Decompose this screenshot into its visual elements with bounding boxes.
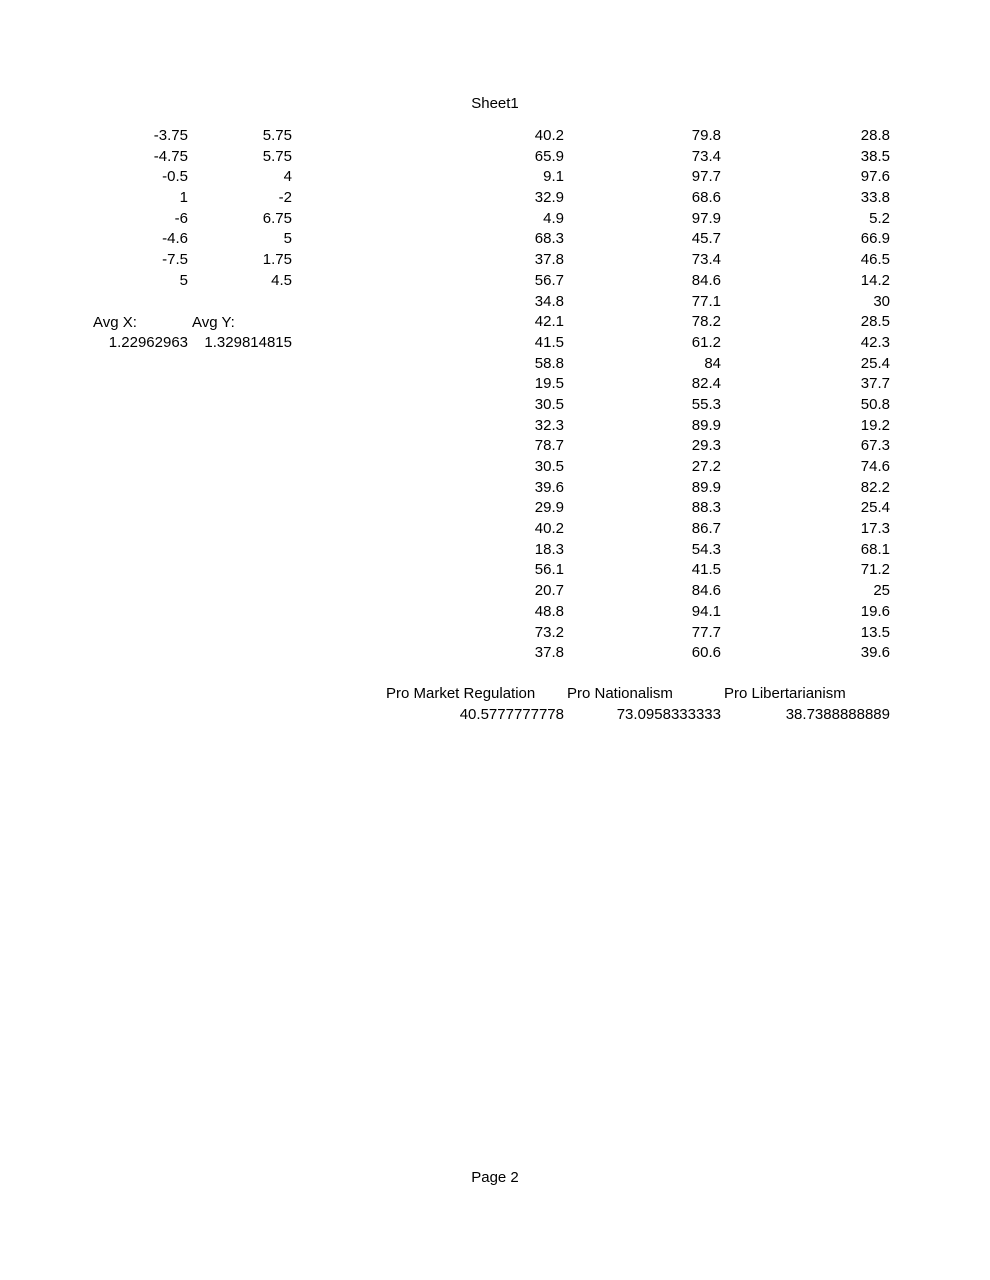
market-regulation-cell: 40.2 <box>534 127 564 144</box>
market-regulation-cell: 34.8 <box>534 292 564 310</box>
x-values-column <box>110 126 188 292</box>
nationalism-cell: 78.2 <box>691 313 721 331</box>
nationalism-cell: 86.7 <box>691 520 721 538</box>
sheet-title: Sheet1 <box>471 95 519 112</box>
summary-value-nationalism: 73.0958333333 <box>616 706 721 723</box>
market-regulation-cell: 65.9 <box>534 147 564 165</box>
libertarianism-cell: 14.2 <box>860 271 890 289</box>
nationalism-cell: 61.2 <box>691 333 721 351</box>
libertarianism-cell: 82.2 <box>860 478 890 496</box>
nationalism-cell: 97.7 <box>691 168 721 186</box>
nationalism-cell: 79.8 <box>691 127 721 144</box>
x-value-cell: -4.6 <box>162 230 188 248</box>
nationalism-cell: 77.1 <box>691 292 721 310</box>
x-value-cell: -6 <box>174 209 188 227</box>
market-regulation-cell: 56.7 <box>534 271 564 289</box>
libertarianism-cell: 39.6 <box>860 644 890 662</box>
market-regulation-cell: 39.6 <box>534 478 564 496</box>
market-regulation-cell: 20.7 <box>534 582 564 600</box>
y-values-column <box>210 126 292 292</box>
libertarianism-cell: 50.8 <box>860 395 890 413</box>
y-value-cell: 5 <box>283 230 292 248</box>
libertarianism-cell: 13.5 <box>860 623 890 641</box>
y-value-cell: 5.75 <box>262 127 292 144</box>
libertarianism-cell: 42.3 <box>860 333 890 351</box>
market-regulation-cell: 9.1 <box>543 168 564 186</box>
nationalism-cell: 55.3 <box>691 395 721 413</box>
market-regulation-cell: 58.8 <box>534 354 564 372</box>
libertarianism-cell: 66.9 <box>860 230 890 248</box>
libertarianism-cell: 17.3 <box>860 520 890 538</box>
market-regulation-cell: 30.5 <box>534 395 564 413</box>
x-value-cell: 5 <box>179 271 188 289</box>
libertarianism-cell: 28.8 <box>860 127 890 144</box>
avg-x-value: 1.22962963 <box>108 334 188 351</box>
market-regulation-cell: 68.3 <box>534 230 564 248</box>
nationalism-cell: 82.4 <box>691 375 721 393</box>
market-regulation-cell: 37.8 <box>534 644 564 662</box>
market-regulation-cell: 32.9 <box>534 189 564 207</box>
market-regulation-cell: 41.5 <box>534 333 564 351</box>
y-value-cell: 6.75 <box>262 209 292 227</box>
market-regulation-cell: 18.3 <box>534 540 564 558</box>
libertarianism-cell: 5.2 <box>869 209 890 227</box>
nationalism-cell: 68.6 <box>691 189 721 207</box>
market-regulation-cell: 19.5 <box>534 375 564 393</box>
libertarianism-cell: 71.2 <box>860 561 890 579</box>
nationalism-cell: 89.9 <box>691 416 721 434</box>
libertarianism-cell: 25.4 <box>860 499 890 517</box>
nationalism-cell: 84.6 <box>691 271 721 289</box>
nationalism-cell: 89.9 <box>691 478 721 496</box>
avg-y-label: Avg Y: <box>192 314 235 331</box>
y-value-cell: -2 <box>278 189 292 207</box>
page-number: Page 2 <box>471 1169 519 1186</box>
nationalism-column <box>630 126 721 664</box>
libertarianism-cell: 38.5 <box>860 147 890 165</box>
libertarianism-cell: 37.7 <box>860 375 890 393</box>
nationalism-cell: 45.7 <box>691 230 721 248</box>
x-value-cell: -0.5 <box>162 168 188 186</box>
libertarianism-cell: 97.6 <box>860 168 890 186</box>
nationalism-cell: 54.3 <box>691 540 721 558</box>
market-regulation-cell: 42.1 <box>534 313 564 331</box>
nationalism-cell: 29.3 <box>691 437 721 455</box>
avg-y-value: 1.329814815 <box>204 334 292 351</box>
x-value-cell: -4.75 <box>153 147 188 165</box>
summary-header-libertarianism: Pro Libertarianism <box>724 685 846 702</box>
libertarianism-column <box>790 126 890 664</box>
libertarianism-cell: 67.3 <box>860 437 890 455</box>
y-value-cell: 1.75 <box>262 251 292 269</box>
libertarianism-cell: 30 <box>873 292 890 310</box>
nationalism-cell: 27.2 <box>691 458 721 475</box>
libertarianism-cell: 25.4 <box>860 354 890 372</box>
nationalism-cell: 84 <box>704 354 721 372</box>
market-regulation-cell: 48.8 <box>534 602 564 620</box>
market-regulation-cell: 73.2 <box>534 623 564 641</box>
market-regulation-cell: 40.2 <box>534 520 564 538</box>
nationalism-cell: 84.6 <box>691 582 721 600</box>
y-value-cell: 4 <box>283 168 292 186</box>
y-value-cell: 5.75 <box>262 147 292 165</box>
libertarianism-cell: 28.5 <box>860 313 890 331</box>
market-regulation-cell: 78.7 <box>534 437 564 455</box>
market-regulation-cell: 37.8 <box>534 251 564 269</box>
summary-header-nationalism: Pro Nationalism <box>567 685 673 702</box>
x-value-cell: 1 <box>179 189 188 207</box>
nationalism-cell: 73.4 <box>691 147 721 165</box>
libertarianism-cell: 19.2 <box>860 416 890 434</box>
market-regulation-cell: 30.5 <box>534 458 564 475</box>
market-regulation-cell: 32.3 <box>534 416 564 434</box>
nationalism-cell: 97.9 <box>691 209 721 227</box>
x-value-cell: -3.75 <box>153 127 188 144</box>
market-regulation-column <box>470 126 564 664</box>
y-value-cell: 4.5 <box>271 271 292 289</box>
libertarianism-cell: 19.6 <box>860 602 890 620</box>
nationalism-cell: 88.3 <box>691 499 721 517</box>
nationalism-cell: 60.6 <box>691 644 721 662</box>
market-regulation-cell: 4.9 <box>543 209 564 227</box>
nationalism-cell: 73.4 <box>691 251 721 269</box>
libertarianism-cell: 68.1 <box>860 540 890 558</box>
libertarianism-cell: 74.6 <box>860 458 890 475</box>
market-regulation-cell: 56.1 <box>534 561 564 579</box>
nationalism-cell: 94.1 <box>691 602 721 620</box>
summary-value-market-regulation: 40.5777777778 <box>459 706 564 723</box>
libertarianism-cell: 46.5 <box>860 251 890 269</box>
x-value-cell: -7.5 <box>162 251 188 269</box>
market-regulation-cell: 29.9 <box>534 499 564 517</box>
libertarianism-cell: 25 <box>873 582 890 600</box>
summary-value-libertarianism: 38.7388888889 <box>785 706 890 723</box>
nationalism-cell: 77.7 <box>691 623 721 641</box>
summary-header-market-regulation: Pro Market Regulation <box>386 685 536 702</box>
avg-x-label: Avg X: <box>93 314 137 331</box>
libertarianism-cell: 33.8 <box>860 189 890 207</box>
nationalism-cell: 41.5 <box>691 561 721 579</box>
